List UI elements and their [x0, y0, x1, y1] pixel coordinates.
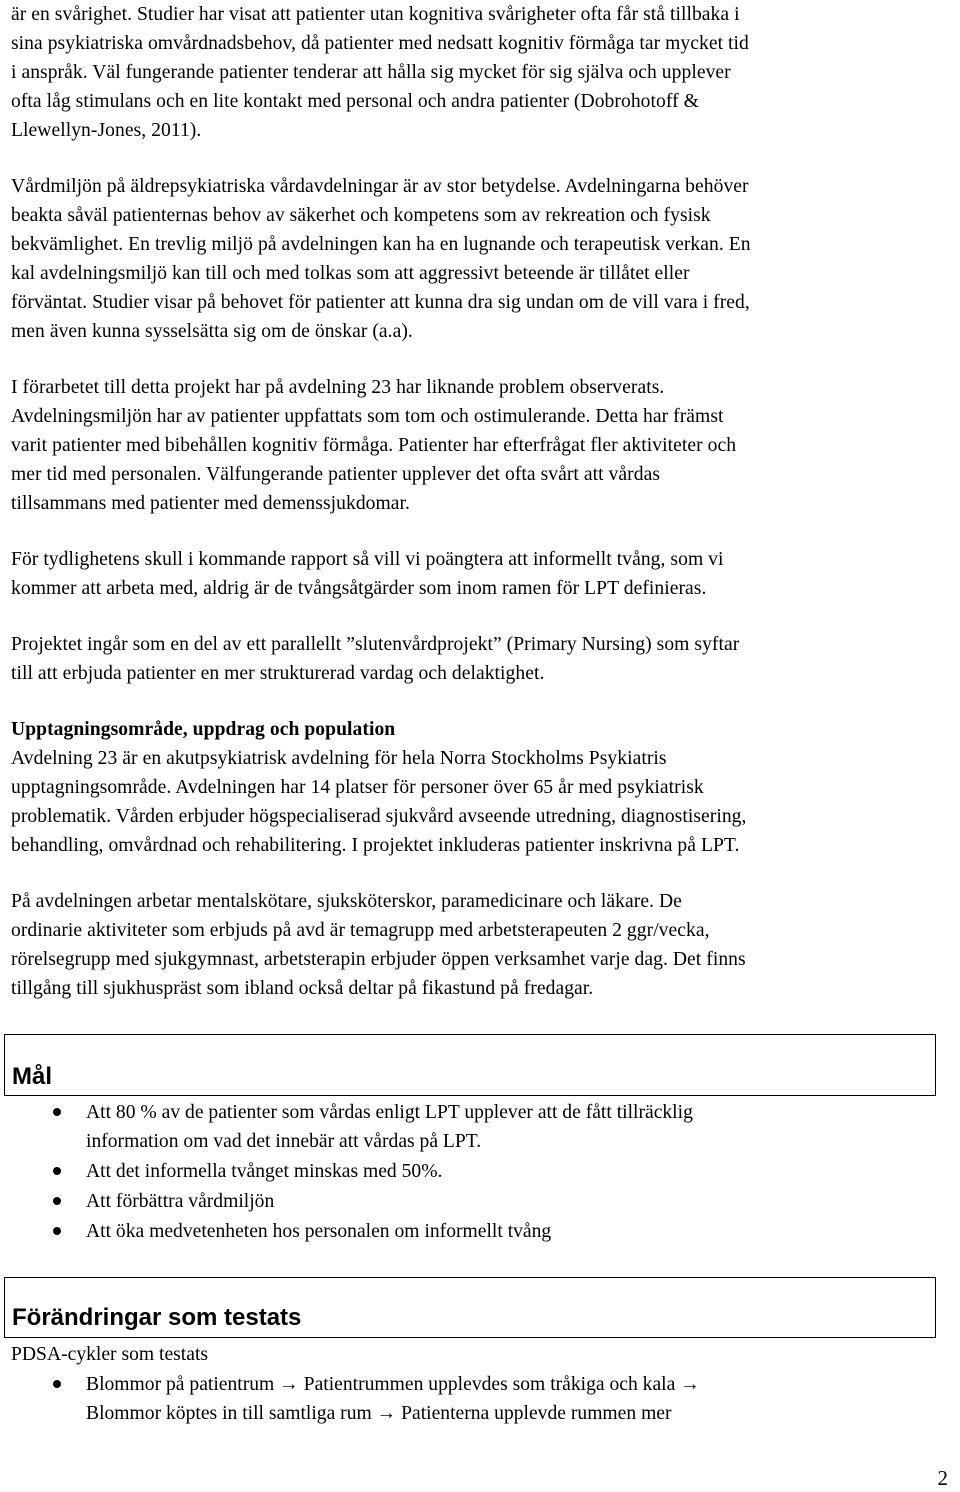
bullet-icon — [53, 1380, 61, 1388]
goals-title: Mål — [12, 1063, 53, 1090]
changes-list — [11, 1370, 946, 1428]
paragraph-staff-activities: På avdelningen arbetar mentalskötare, sjuksköterskor, paramedicinare och läkare. De ordinarie aktiviteter som erbjuds på avd är temagrupp med arbetsterapeuten 2 ggr/vecka, rörelsegrupp med sjukgymnast, arbetsterapin erbjuder öppen verksamhet varje dag. Det finns tillgång till sjukhuspräst som ibland också deltar på fikastund på fredagar. — [11, 891, 746, 999]
pdsa-subtitle: PDSA-cykler som testats — [11, 1344, 209, 1365]
paragraph-informal-coercion: För tydlighetens skull i kommande rapport så vill vi poängtera att informellt tvång, som vi kommer att arbeta med, aldrig är de tvångsåtgärder som inom ramen för LPT definieras. — [11, 549, 724, 599]
paragraph-intro: är en svårighet. Studier har visat att patienter utan kognitiva svårigheter ofta får stå tillbaka i sina psykiatriska omvårdnadsbehov, då patienter med nedsatt kognitiv förmåga tar mycket tid i anspråk. Väl fungerande patienter tenderar att hålla sig mycket för sig själva och upplever ofta låg stimulans och en lite kontakt med personal och andra patienter (Dobrohotoff & Llewellyn-Jones, 2011). — [11, 4, 749, 141]
list-item: Att 80 % av de patienter som vårdas enligt LPT upplever att de fått tillräcklig information om vad det innebär att vårdas på LPT. — [11, 1098, 946, 1156]
paragraph-care-environment: Vårdmiljön på äldrepsykiatriska vårdavdelningar är av stor betydelse. Avdelningarna behöver beakta såväl patienternas behov av säkerhet och kompetens som av rekreation och fysisk bekvämlighet. En trevlig miljö på avdelningen kan ha en lugnande och terapeutisk verkan. En kal avdelningsmiljö kan till och med tolkas som att aggressivt beteende är tillåtet eller förväntat. Studier visar på behovet för patienter att kunna dra sig undan om de vill vara i fred, men även kunna sysselsätta sig om de önskar (a.a). — [11, 176, 751, 342]
list-item: Att det informella tvånget minskas med 50%. — [11, 1157, 946, 1186]
changes-title: Förändringar som testats — [12, 1304, 302, 1331]
goals-heading-box — [4, 1034, 936, 1096]
bullet-icon — [53, 1197, 61, 1205]
bullet-icon — [53, 1108, 61, 1116]
list-item: Att öka medvetenheten hos personalen om informellt tvång — [11, 1217, 946, 1246]
list-item: Blommor på patientrum → Patientrummen upplevdes som tråkiga och kala → Blommor köptes in till samtliga rum → Patienterna upplevde rummen mer — [11, 1370, 946, 1428]
paragraph-parallel-project: Projektet ingår som en del av ett parallellt ”slutenvårdprojekt” (Primary Nursing) som syftar till att erbjuda patienter en mer strukturerad vardag och delaktighet. — [11, 634, 740, 684]
section-heading: Upptagningsområde, uppdrag och population — [11, 719, 396, 740]
bullet-icon — [53, 1227, 61, 1235]
page-number: 2 — [937, 1466, 948, 1490]
goals-list — [11, 1098, 946, 1247]
paragraph-ward-description: Avdelning 23 är en akutpsykiatrisk avdelning för hela Norra Stockholms Psykiatris upptagningsområde. Avdelningen har 14 platser för personer över 65 år med psykiatrisk problematik. Vården erbjuder högspecialiserad sjukvård avseende utredning, diagnostisering, behandling, omvårdnad och rehabilitering. I projektet inkluderas patienter inskrivna på LPT. — [11, 748, 747, 856]
paragraph-preparatory-work: I förarbetet till detta projekt har på avdelning 23 har liknande problem observerats. Avdelningsmiljön har av patienter uppfattats som tom och ostimulerande. Detta har främst varit patienter med bibehållen kognitiv förmåga. Patienter har efterfrågat fler aktiviteter och mer tid med personalen. Välfungerande patienter upplever det ofta svårt att vårdas tillsammans med patienter med demenssjukdomar. — [11, 377, 737, 514]
changes-heading-box — [4, 1277, 936, 1338]
list-item: Att förbättra vårdmiljön — [11, 1187, 946, 1216]
document-page — [11, 0, 946, 1003]
bullet-icon — [53, 1167, 61, 1175]
